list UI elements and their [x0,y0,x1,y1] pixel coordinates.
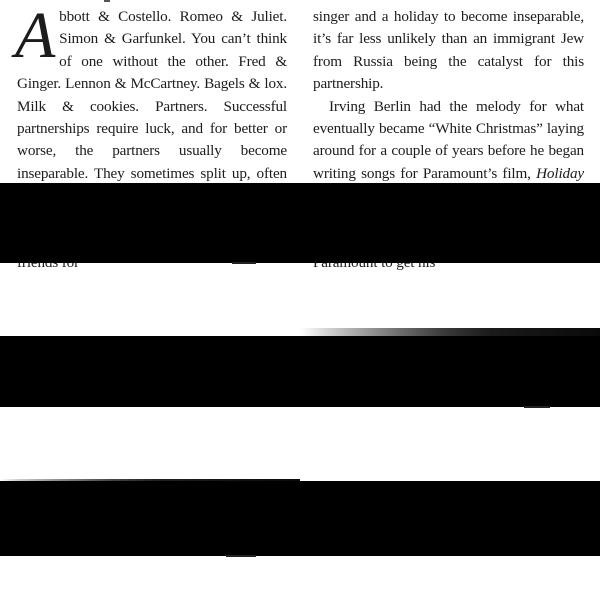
article-text-region [0,0,600,190]
scan-speck [524,406,550,408]
drop-cap: A [15,0,56,72]
redaction-band-middle [0,336,600,407]
opening-paragraph-text: bbott & Costello. Romeo & Juliet. Simon & Garfunkel. You can’t think of one without the other. Fred & Ginger. Lennon & McCartney. Bagels & lox. Milk & cookies. Partners. Successful partnerships require luck, and for better or worse, the partners usually become inseparable. They sometimes split up, often [17,8,287,182]
right-paragraph-2-text-a: Irving Berlin had the melody for what eventually became “White Christmas” laying around for a couple of years before he began writing songs for Paramount’s film, [313,97,584,182]
page-mark [104,0,110,2]
redaction-band-top [0,183,600,263]
right-paragraph-1: singer and a holiday to become inseparable, it’s far less unlikely than an immigrant Jew from Russia being the catalyst for this partnership. [313,8,584,93]
scan-speck [226,555,256,557]
redaction-band-bottom [0,481,600,556]
scan-speck [232,262,256,264]
scan-gradient-strip-upper [300,328,600,336]
film-title: Holiday [536,164,584,182]
